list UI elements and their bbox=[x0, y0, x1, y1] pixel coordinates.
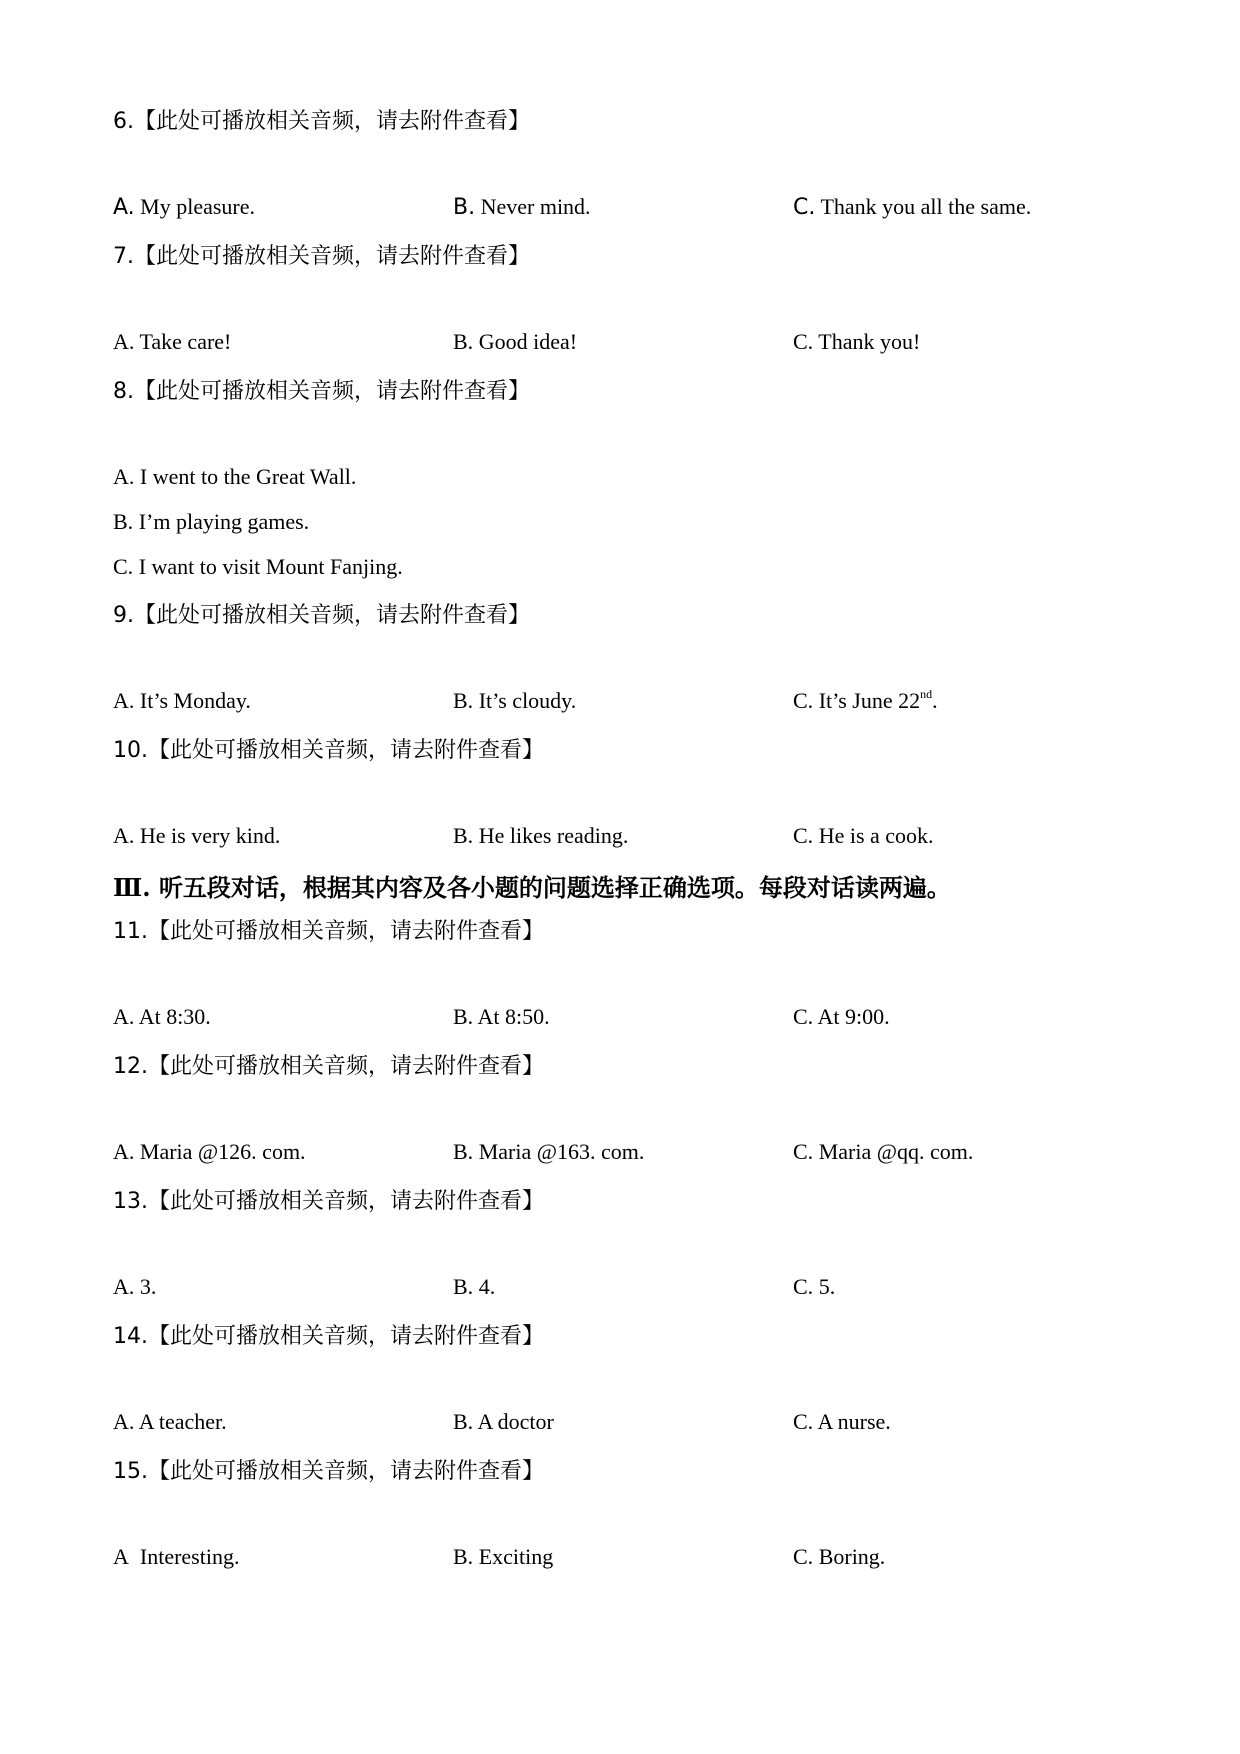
option-text: A doctor bbox=[477, 1409, 554, 1434]
question-9-prompt bbox=[113, 598, 530, 629]
option-label: B. bbox=[453, 1544, 474, 1569]
option-label: A. bbox=[113, 688, 135, 713]
option-text: I’m playing games. bbox=[138, 509, 310, 534]
question-number: 15. bbox=[113, 1459, 148, 1484]
option-label: C. bbox=[793, 1544, 814, 1569]
audio-note: 【此处可播放相关音频，请去附件查看】 bbox=[148, 1054, 545, 1079]
audio-note: 【此处可播放相关音频，请去附件查看】 bbox=[148, 738, 545, 763]
question-9-option-c[interactable] bbox=[793, 688, 938, 714]
option-text: He is very kind. bbox=[139, 823, 281, 848]
question-12-option-a[interactable] bbox=[113, 1139, 306, 1165]
option-label: A. bbox=[113, 823, 135, 848]
option-text: Take care! bbox=[139, 329, 232, 354]
option-label: B. bbox=[453, 195, 476, 220]
question-10-prompt bbox=[113, 733, 544, 764]
question-10-option-c[interactable] bbox=[793, 823, 934, 849]
question-8-option-b[interactable] bbox=[113, 509, 309, 535]
option-label: C. bbox=[793, 1139, 814, 1164]
question-12-option-b[interactable] bbox=[453, 1139, 644, 1165]
option-label: C. bbox=[793, 329, 814, 354]
option-label: B. bbox=[113, 509, 134, 534]
option-text: At 9:00. bbox=[817, 1004, 890, 1029]
question-14-option-c[interactable] bbox=[793, 1409, 891, 1435]
option-label: B. bbox=[453, 1004, 474, 1029]
audio-note: 【此处可播放相关音频，请去附件查看】 bbox=[148, 1459, 545, 1484]
option-text: It’s cloudy. bbox=[478, 688, 577, 713]
question-14-prompt bbox=[113, 1319, 544, 1350]
option-text: Boring. bbox=[818, 1544, 886, 1569]
question-12-prompt bbox=[113, 1049, 544, 1080]
audio-note: 【此处可播放相关音频，请去附件查看】 bbox=[134, 109, 531, 134]
option-text: A teacher. bbox=[138, 1409, 227, 1434]
ordinal-suffix: nd bbox=[920, 687, 933, 701]
option-label: B. bbox=[453, 823, 474, 848]
option-label: C. bbox=[793, 1274, 814, 1299]
question-number: 9. bbox=[113, 603, 134, 628]
option-text-end: . bbox=[932, 688, 938, 713]
option-label: A. bbox=[113, 464, 135, 489]
option-label: B. bbox=[453, 329, 474, 354]
option-label: A. bbox=[113, 1139, 135, 1164]
question-6-option-a[interactable] bbox=[113, 194, 255, 220]
option-label: B. bbox=[453, 1139, 474, 1164]
option-text: At 8:30. bbox=[138, 1004, 211, 1029]
audio-note: 【此处可播放相关音频，请去附件查看】 bbox=[134, 379, 531, 404]
question-6-option-c[interactable] bbox=[793, 194, 1031, 220]
option-text: He is a cook. bbox=[818, 823, 934, 848]
question-number: 14. bbox=[113, 1324, 148, 1349]
option-label: C. bbox=[793, 688, 814, 713]
question-number: 7. bbox=[113, 244, 134, 269]
question-9-option-b[interactable] bbox=[453, 688, 576, 714]
option-text: Maria @126. com. bbox=[139, 1139, 306, 1164]
question-number: 6. bbox=[113, 109, 134, 134]
question-9-option-a[interactable] bbox=[113, 688, 251, 714]
option-label: A. bbox=[113, 1409, 135, 1434]
question-6-option-b[interactable] bbox=[453, 194, 591, 220]
option-text: Maria @qq. com. bbox=[818, 1139, 974, 1164]
option-text: 4. bbox=[478, 1274, 496, 1299]
option-text: Never mind. bbox=[480, 194, 591, 219]
audio-note: 【此处可播放相关音频，请去附件查看】 bbox=[134, 244, 531, 269]
question-8-option-a[interactable] bbox=[113, 464, 356, 490]
question-15-option-a[interactable] bbox=[113, 1544, 239, 1570]
option-label: A. bbox=[113, 1274, 135, 1299]
audio-note: 【此处可播放相关音频，请去附件查看】 bbox=[134, 603, 531, 628]
option-label: A. bbox=[113, 329, 135, 354]
question-13-option-a[interactable] bbox=[113, 1274, 156, 1300]
question-15-option-b[interactable] bbox=[453, 1544, 553, 1570]
question-10-option-b[interactable] bbox=[453, 823, 628, 849]
option-label: A. bbox=[113, 195, 135, 220]
option-label: C. bbox=[793, 823, 814, 848]
option-text: It’s Monday. bbox=[139, 688, 251, 713]
audio-note: 【此处可播放相关音频，请去附件查看】 bbox=[148, 1324, 545, 1349]
option-text: Thank you! bbox=[818, 329, 921, 354]
option-text: 5. bbox=[818, 1274, 836, 1299]
option-text: My pleasure. bbox=[140, 194, 256, 219]
question-10-option-a[interactable] bbox=[113, 823, 280, 849]
question-7-prompt bbox=[113, 239, 530, 270]
question-7-option-b[interactable] bbox=[453, 329, 577, 355]
option-text: Thank you all the same. bbox=[820, 194, 1032, 219]
option-label: B. bbox=[453, 1274, 474, 1299]
option-text: At 8:50. bbox=[477, 1004, 550, 1029]
option-text: Good idea! bbox=[478, 329, 578, 354]
question-8-option-c[interactable] bbox=[113, 554, 403, 580]
question-number: 11. bbox=[113, 919, 148, 944]
audio-note: 【此处可播放相关音频，请去附件查看】 bbox=[148, 1189, 545, 1214]
option-text: Maria @163. com. bbox=[478, 1139, 645, 1164]
option-label: C. bbox=[113, 554, 134, 579]
question-number: 13. bbox=[113, 1189, 148, 1214]
question-13-option-c[interactable] bbox=[793, 1274, 835, 1300]
question-14-option-a[interactable] bbox=[113, 1409, 227, 1435]
option-label: B. bbox=[453, 1409, 474, 1434]
option-label: A bbox=[113, 1544, 129, 1569]
option-text: He likes reading. bbox=[478, 823, 629, 848]
question-13-prompt bbox=[113, 1184, 544, 1215]
option-text: I want to visit Mount Fanjing. bbox=[138, 554, 403, 579]
option-text: A nurse. bbox=[817, 1409, 891, 1434]
question-14-option-b[interactable] bbox=[453, 1409, 554, 1435]
question-7-option-c[interactable] bbox=[793, 329, 920, 355]
option-text: 3. bbox=[139, 1274, 157, 1299]
question-11-option-a[interactable] bbox=[113, 1004, 211, 1030]
question-11-option-c[interactable] bbox=[793, 1004, 890, 1030]
question-13-option-b[interactable] bbox=[453, 1274, 495, 1300]
question-12-option-c[interactable] bbox=[793, 1139, 973, 1165]
option-text: I went to the Great Wall. bbox=[139, 464, 357, 489]
question-11-option-b[interactable] bbox=[453, 1004, 550, 1030]
option-label: A. bbox=[113, 1004, 135, 1029]
option-text: Exciting bbox=[478, 1544, 554, 1569]
option-label: C. bbox=[793, 195, 816, 220]
question-8-prompt bbox=[113, 374, 530, 405]
option-text: Interesting. bbox=[139, 1544, 240, 1569]
question-7-option-a[interactable] bbox=[113, 329, 231, 355]
option-label: C. bbox=[793, 1004, 814, 1029]
question-11-prompt bbox=[113, 914, 544, 945]
question-number: 12. bbox=[113, 1054, 148, 1079]
option-text: It’s June 22 bbox=[818, 688, 921, 713]
question-15-option-c[interactable] bbox=[793, 1544, 885, 1570]
question-number: 8. bbox=[113, 379, 134, 404]
audio-note: 【此处可播放相关音频，请去附件查看】 bbox=[148, 919, 545, 944]
question-6-prompt bbox=[113, 104, 530, 135]
option-label: B. bbox=[453, 688, 474, 713]
question-number: 10. bbox=[113, 738, 148, 763]
question-15-prompt bbox=[113, 1454, 544, 1485]
section-3-heading: Ⅲ. 听五段对话，根据其内容及各小题的问题选择正确选项。每段对话读两遍。 bbox=[113, 873, 951, 902]
option-label: C. bbox=[793, 1409, 814, 1434]
